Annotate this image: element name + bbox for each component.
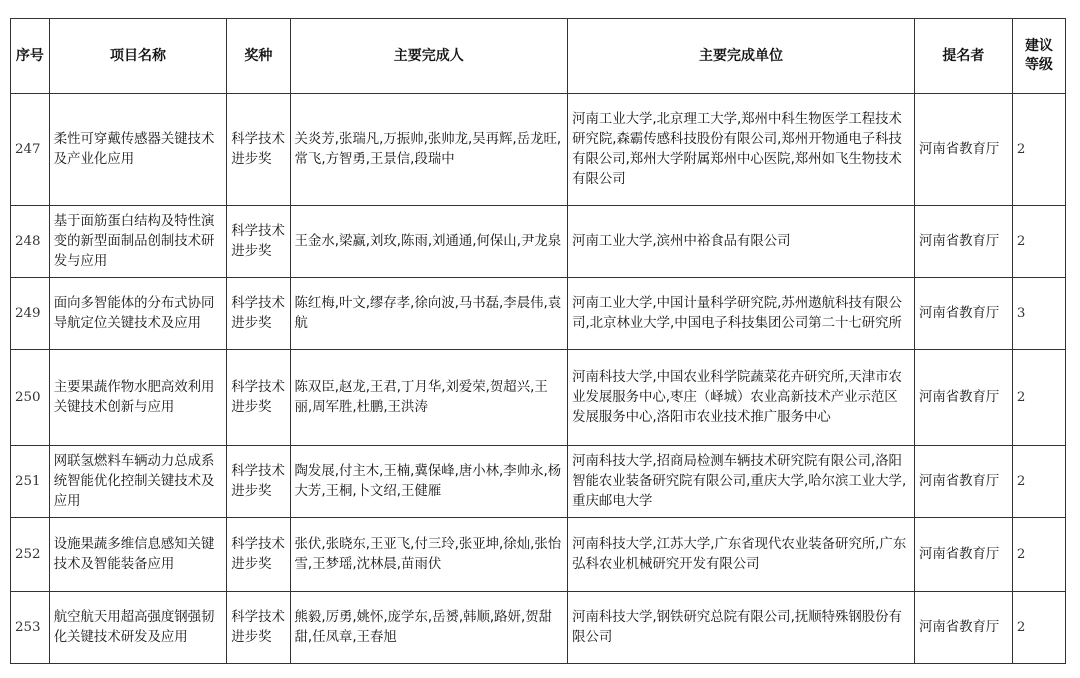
header-award: 奖种: [227, 19, 290, 94]
row-nominator: 河南省教育厅: [914, 446, 1012, 518]
row-nominator: 河南省教育厅: [914, 518, 1012, 592]
table-row: [11, 350, 1066, 446]
row-units: 河南科技大学,中国农业科学院蔬菜花卉研究所,天津市农业发展服务中心,枣庄（峄城）农业高新技术产业示范区发展服务中心,洛阳市农业技术推广服务中心: [568, 350, 915, 446]
row-award: 科学技术进步奖: [227, 446, 290, 518]
row-units: 河南工业大学,滨州中裕食品有限公司: [568, 206, 915, 278]
row-num: 252: [11, 518, 50, 592]
row-nominator: 河南省教育厅: [914, 206, 1012, 278]
row-people: 陶发展,付主木,王楠,冀保峰,唐小林,李帅永,杨大芳,王桐,卜文绍,王健雁: [290, 446, 568, 518]
row-people: 王金水,梁赢,刘玫,陈雨,刘通通,何保山,尹龙泉: [290, 206, 568, 278]
table-row: [11, 94, 1066, 206]
row-award: 科学技术进步奖: [227, 206, 290, 278]
row-grade: 2: [1012, 350, 1065, 446]
row-people: 关炎芳,张瑞凡,万振帅,张帅龙,吴再辉,岳龙旺,常飞,方智勇,王景信,段瑞中: [290, 94, 568, 206]
row-grade: 2: [1012, 446, 1065, 518]
row-units: 河南科技大学,招商局检测车辆技术研究院有限公司,洛阳智能农业装备研究院有限公司,重庆大学,哈尔滨工业大学,重庆邮电大学: [568, 446, 915, 518]
header-num: 序号: [11, 19, 50, 94]
row-people: 张伏,张晓东,王亚飞,付三玲,张亚坤,徐灿,张怡雪,王梦瑶,沈林晨,苗雨伏: [290, 518, 568, 592]
table-row: [11, 206, 1066, 278]
table-row: [11, 278, 1066, 350]
row-num: 250: [11, 350, 50, 446]
header-units: 主要完成单位: [568, 19, 915, 94]
row-units: 河南工业大学,北京理工大学,郑州中科生物医学工程技术研究院,森霸传感科技股份有限公司,郑州开物通电子科技有限公司,郑州大学附属郑州中心医院,郑州如飞生物技术有限公司: [568, 94, 915, 206]
row-award: 科学技术进步奖: [227, 94, 290, 206]
awards-table: [10, 18, 1066, 664]
table-header-row: [11, 19, 1066, 94]
row-project: 设施果蔬多维信息感知关键技术及智能装备应用: [49, 518, 227, 592]
row-award: 科学技术进步奖: [227, 278, 290, 350]
row-num: 247: [11, 94, 50, 206]
row-num: 249: [11, 278, 50, 350]
row-award: 科学技术进步奖: [227, 518, 290, 592]
row-nominator: 河南省教育厅: [914, 592, 1012, 664]
row-units: 河南工业大学,中国计量科学研究院,苏州遨航科技有限公司,北京林业大学,中国电子科技集团公司第二十七研究所: [568, 278, 915, 350]
row-project: 基于面筋蛋白结构及特性演变的新型面制品创制技术研发与应用: [49, 206, 227, 278]
row-people: 熊毅,厉勇,姚怀,庞学东,岳赟,韩顺,路妍,贺甜甜,任凤章,王春旭: [290, 592, 568, 664]
row-grade: 2: [1012, 94, 1065, 206]
header-people: 主要完成人: [290, 19, 568, 94]
row-grade: 2: [1012, 518, 1065, 592]
table-row: [11, 446, 1066, 518]
row-project: 主要果蔬作物水肥高效利用关键技术创新与应用: [49, 350, 227, 446]
row-project: 网联氢燃料车辆动力总成系统智能优化控制关键技术及应用: [49, 446, 227, 518]
row-num: 248: [11, 206, 50, 278]
table-row: [11, 518, 1066, 592]
header-grade: [1012, 19, 1065, 94]
row-num: 253: [11, 592, 50, 664]
header-nominator: 提名者: [914, 19, 1012, 94]
row-award: 科学技术进步奖: [227, 592, 290, 664]
row-grade: 2: [1012, 592, 1065, 664]
row-project: 面向多智能体的分布式协同导航定位关键技术及应用: [49, 278, 227, 350]
row-grade: 3: [1012, 278, 1065, 350]
row-units: 河南科技大学,江苏大学,广东省现代农业装备研究所,广东弘科农业机械研究开发有限公司: [568, 518, 915, 592]
header-grade-label: 建议等级: [1024, 38, 1053, 73]
row-project: 航空航天用超高强度钢强韧化关键技术研发及应用: [49, 592, 227, 664]
row-award: 科学技术进步奖: [227, 350, 290, 446]
row-people: 陈红梅,叶文,缪存孝,徐向波,马书磊,李晨伟,袁航: [290, 278, 568, 350]
row-nominator: 河南省教育厅: [914, 94, 1012, 206]
header-project: 项目名称: [49, 19, 227, 94]
row-nominator: 河南省教育厅: [914, 278, 1012, 350]
table-row: [11, 592, 1066, 664]
row-people: 陈双臣,赵龙,王君,丁月华,刘爱荣,贺超兴,王丽,周军胜,杜鹏,王洪涛: [290, 350, 568, 446]
row-nominator: 河南省教育厅: [914, 350, 1012, 446]
row-grade: 2: [1012, 206, 1065, 278]
row-units: 河南科技大学,钢铁研究总院有限公司,抚顺特殊钢股份有限公司: [568, 592, 915, 664]
row-num: 251: [11, 446, 50, 518]
row-project: 柔性可穿戴传感器关键技术及产业化应用: [49, 94, 227, 206]
